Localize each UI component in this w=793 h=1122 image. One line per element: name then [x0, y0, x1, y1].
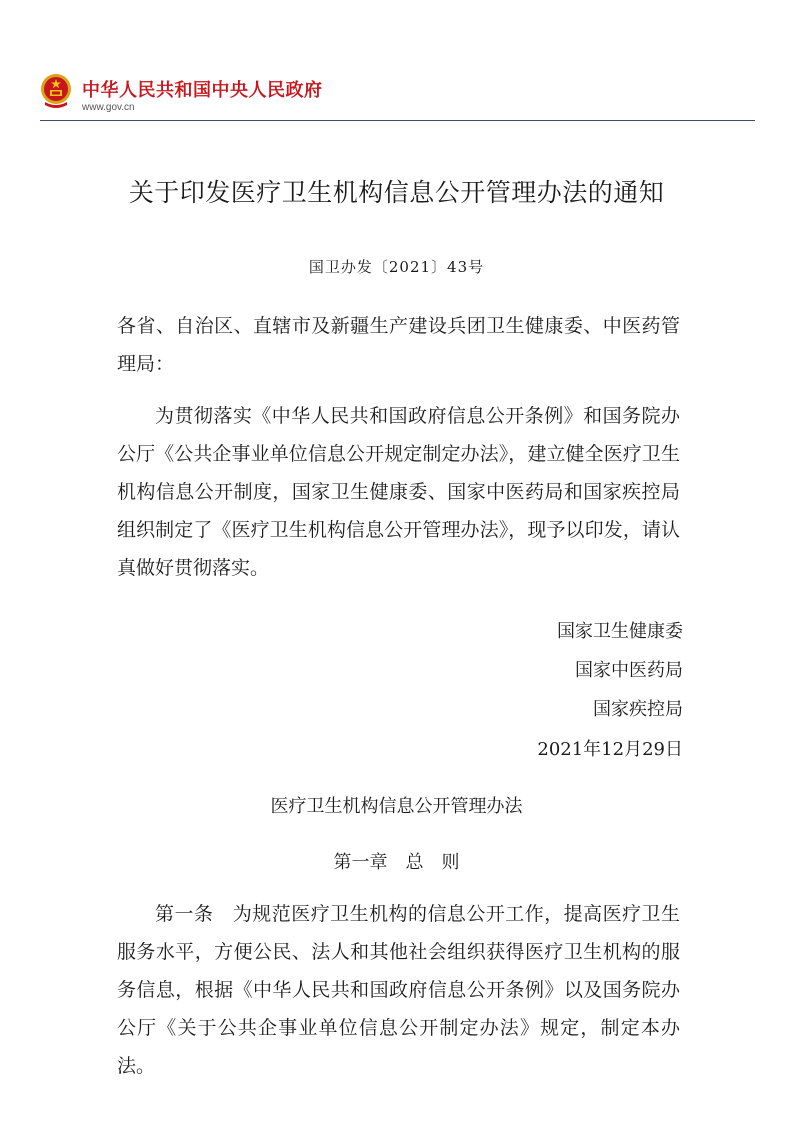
header-divider — [40, 120, 755, 121]
document-title: 关于印发医疗卫生机构信息公开管理办法的通知 — [128, 178, 665, 207]
signer-1: 国家卫生健康委 — [557, 621, 683, 642]
signer-2: 国家中医药局 — [575, 660, 683, 681]
chapter-title: 第一章 总 则 — [333, 852, 460, 873]
addressee: 各省、自治区、直辖市及新疆生产建设兵团卫生健康委、中医药管理局： — [117, 315, 680, 375]
body-paragraph: 为贯彻落实《中华人民共和国政府信息公开条例》和国务院办公厅《公共企事业单位信息公开规定制定办法》，建立健全医疗卫生机构信息公开制度，国家卫生健康委、国家中医药局和国家疾控局组织制定了《医疗卫生机构信息公开管理办法》，现予以印发，请认真做好贯彻落实。 — [117, 405, 680, 579]
national-emblem-icon — [40, 72, 72, 108]
signer-3: 国家疾控局 — [593, 699, 683, 720]
document-number: 国卫办发〔2021〕43号 — [308, 258, 485, 276]
site-url[interactable]: www.gov.cn — [82, 102, 135, 113]
site-header — [40, 72, 755, 124]
issue-date: 2021年12月29日 — [537, 739, 683, 760]
annex-title: 医疗卫生机构信息公开管理办法 — [270, 796, 523, 817]
article-1: 第一条 为规范医疗卫生机构的信息公开工作，提高医疗卫生服务水平，方便公民、法人和其他社会组织获得医疗卫生机构的服务信息，根据《中华人民共和国政府信息公开条例》以及国务院办公厅《关于公共企事业单位信息公开制定办法》规定，制定本办法。 — [117, 903, 680, 1077]
site-name[interactable]: 中华人民共和国中央人民政府 — [82, 80, 323, 101]
